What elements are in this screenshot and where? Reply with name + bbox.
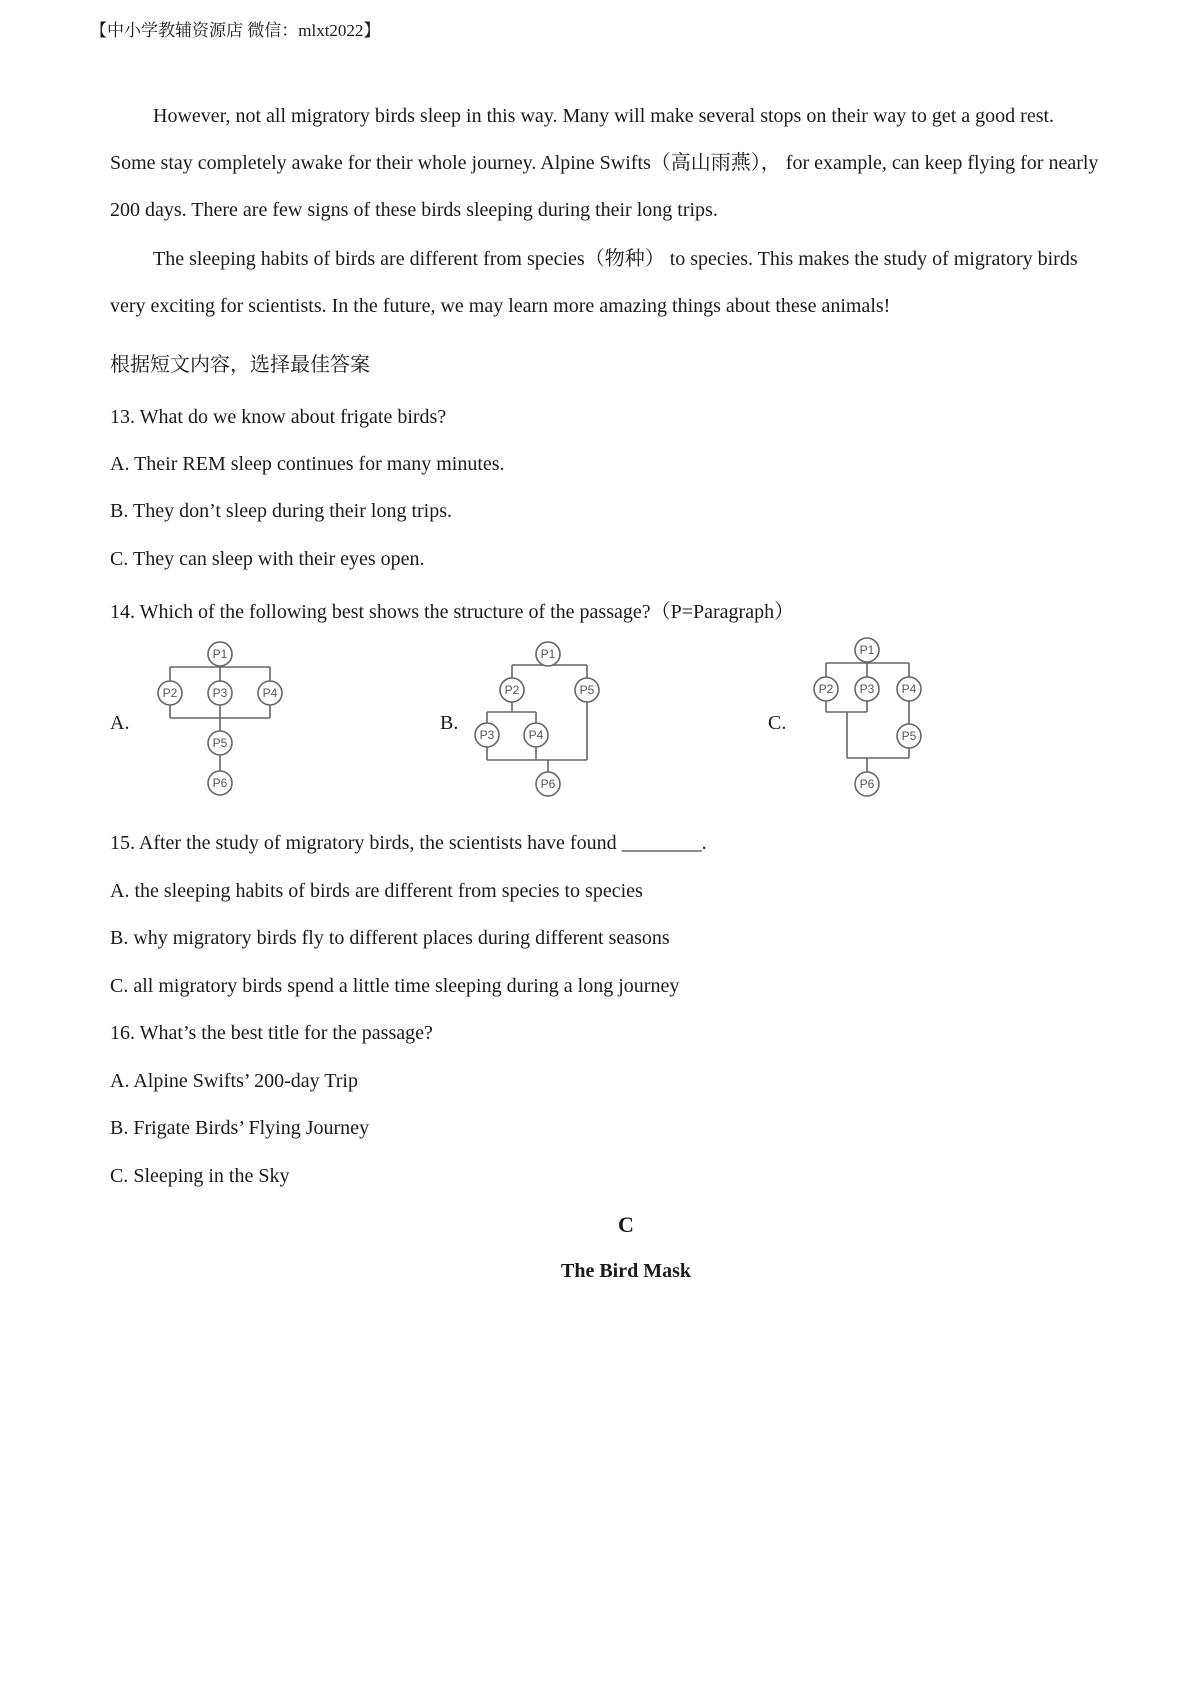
question-14: 14. Which of the following best shows the structure of the passage?（P=Paragraph） bbox=[110, 601, 795, 623]
q13-option-b: B. They don’t sleep during their long trips. bbox=[110, 500, 453, 522]
node-p2 bbox=[158, 681, 182, 705]
passage-paragraph-1: However, not all migratory birds sleep in this way. Many will make several stops on their way to get a good rest. Some stay completely awake for their whole journey. Alpine Swifts（高山雨燕）， for example, can keep flying for nearly 200 days. There are few signs of these birds sleeping during their long trips. bbox=[110, 105, 1099, 221]
structure-diagram-b bbox=[470, 636, 610, 816]
q14-option-c-label: C. bbox=[768, 712, 787, 734]
node-p6 bbox=[208, 771, 232, 795]
svg-text:P4: P4 bbox=[528, 728, 544, 742]
q16-option-c: C. Sleeping in the Sky bbox=[110, 1165, 290, 1187]
node-p3 bbox=[475, 723, 499, 747]
svg-text:P3: P3 bbox=[479, 728, 495, 742]
section-title: The Bird Mask bbox=[560, 1260, 692, 1282]
q16-option-b: B. Frigate Birds’ Flying Journey bbox=[110, 1117, 370, 1139]
q16-option-a: A. Alpine Swifts’ 200-day Trip bbox=[110, 1070, 358, 1092]
q15-option-b: B. why migratory birds fly to different places during different seasons bbox=[110, 927, 670, 949]
node-p5 bbox=[575, 678, 599, 702]
node-p2 bbox=[500, 678, 524, 702]
node-p6 bbox=[855, 772, 879, 796]
svg-text:P5: P5 bbox=[212, 736, 228, 750]
svg-text:P1: P1 bbox=[859, 643, 875, 657]
svg-text:P6: P6 bbox=[859, 777, 875, 791]
svg-text:P5: P5 bbox=[579, 683, 595, 697]
node-p6 bbox=[536, 772, 560, 796]
node-p5 bbox=[897, 724, 921, 748]
node-p4 bbox=[524, 723, 548, 747]
instruction: 根据短文内容，选择最佳答案 bbox=[110, 354, 370, 376]
q14-option-b-label: B. bbox=[440, 712, 459, 734]
node-p4 bbox=[258, 681, 282, 705]
node-p5 bbox=[208, 731, 232, 755]
svg-text:P2: P2 bbox=[504, 683, 520, 697]
node-p3 bbox=[855, 677, 879, 701]
svg-text:P6: P6 bbox=[212, 776, 228, 790]
node-p3 bbox=[208, 681, 232, 705]
node-p2 bbox=[814, 677, 838, 701]
svg-text:P1: P1 bbox=[212, 647, 228, 661]
svg-text:P2: P2 bbox=[162, 686, 178, 700]
passage-paragraph-2: The sleeping habits of birds are different from species（物种） to species. This makes the study of migratory birds very exciting for scientists. In the future, we may learn more amazing things about these animals! bbox=[110, 248, 1078, 317]
svg-text:P1: P1 bbox=[540, 647, 556, 661]
node-p4 bbox=[897, 677, 921, 701]
svg-text:P4: P4 bbox=[901, 682, 917, 696]
question-13: 13. What do we know about frigate birds? bbox=[110, 406, 447, 428]
svg-text:P2: P2 bbox=[818, 682, 834, 696]
svg-text:P4: P4 bbox=[262, 686, 278, 700]
node-p1 bbox=[536, 642, 560, 666]
structure-diagram-c bbox=[805, 632, 945, 812]
question-15: 15. After the study of migratory birds, the scientists have found ________. bbox=[110, 832, 707, 854]
svg-text:P5: P5 bbox=[901, 729, 917, 743]
q13-option-c: C. They can sleep with their eyes open. bbox=[110, 548, 425, 570]
svg-text:P6: P6 bbox=[540, 777, 556, 791]
node-p1 bbox=[208, 642, 232, 666]
q15-option-a: A. the sleeping habits of birds are different from species to species bbox=[110, 880, 643, 902]
question-16: 16. What’s the best title for the passage? bbox=[110, 1022, 433, 1044]
page-header: 【中小学教辅资源店 微信：mlxt2022】 bbox=[90, 21, 381, 40]
q15-option-c: C. all migratory birds spend a little time sleeping during a long journey bbox=[110, 975, 680, 997]
q13-option-a: A. Their REM sleep continues for many minutes. bbox=[110, 453, 505, 475]
svg-text:P3: P3 bbox=[212, 686, 228, 700]
structure-diagram-a bbox=[150, 636, 290, 816]
q14-option-a-label: A. bbox=[110, 712, 130, 734]
section-letter: C bbox=[618, 1212, 634, 1237]
node-p1 bbox=[855, 638, 879, 662]
svg-text:P3: P3 bbox=[859, 682, 875, 696]
